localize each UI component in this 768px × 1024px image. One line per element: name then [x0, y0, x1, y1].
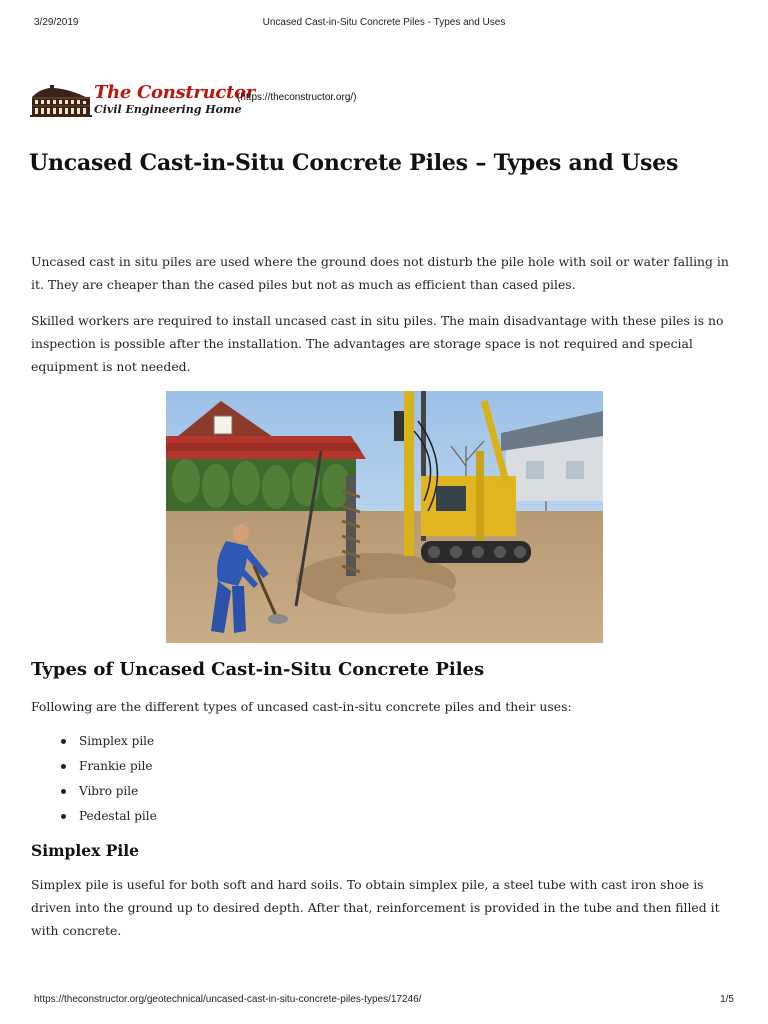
list-item-label: Simplex pile: [79, 734, 155, 748]
logo-tagline: Civil Engineering Home: [94, 103, 242, 116]
print-date: 3/29/2019: [34, 17, 79, 28]
bullet-icon: [61, 764, 66, 769]
site-url-link[interactable]: (https://theconstructor.org/): [237, 92, 357, 103]
list-item-label: Pedestal pile: [79, 809, 157, 823]
list-item-pedestal: [57, 805, 457, 830]
intro-paragraph: Uncased cast in situ piles are used where the ground does not disturb the pile hole with soil or water falling in it. They are cheaper than the cased piles but not as much as efficient than cased piles.: [31, 254, 729, 292]
page-number: 1/5: [720, 994, 734, 1005]
types-intro-paragraph: Following are the different types of uncased cast-in-situ concrete piles and their uses:: [31, 699, 572, 714]
simplex-pile-heading: Simplex Pile: [31, 841, 140, 860]
list-item-label: Vibro pile: [79, 784, 139, 798]
disadvantage-paragraph: Skilled workers are required to install uncased cast in situ piles. The main disadvantage with these piles is no inspection is possible after the installation. The advantages are storage space is not required and special equipment is not needed.: [31, 313, 724, 374]
print-document-title: Uncased Cast-in-Situ Concrete Piles - Types and Uses: [262, 17, 506, 28]
simplex-pile-paragraph: Simplex pile is useful for both soft and hard soils. To obtain simplex pile, a steel tube with cast iron shoe is driven into the ground up to desired depth. After that, reinforcement is provided in the tube and then filled it with concrete.: [31, 877, 720, 938]
types-section-title: Types of Uncased Cast-in-Situ Concrete Piles: [31, 659, 485, 680]
colosseum-logo-icon[interactable]: [30, 83, 92, 117]
bullet-icon: [61, 814, 66, 819]
list-item-label: Frankie pile: [79, 759, 153, 773]
bullet-icon: [61, 789, 66, 794]
worker-with-pile-drilling-rig-photo: [166, 391, 603, 643]
print-header: [0, 17, 768, 31]
print-footer-url[interactable]: https://theconstructor.org/geotechnical/uncased-cast-in-situ-concrete-piles-types/17246/: [34, 994, 422, 1005]
list-item-vibro: [57, 780, 457, 805]
pile-drilling-photo: [166, 391, 603, 643]
logo-wordmark[interactable]: [94, 84, 255, 116]
pile-types-list: [57, 730, 457, 830]
logo-name: The Constructor: [94, 82, 255, 103]
page-title: Uncased Cast-in-Situ Concrete Piles – Types and Uses: [29, 150, 679, 176]
bullet-icon: [61, 739, 66, 744]
list-item-simplex: [57, 730, 457, 755]
list-item-frankie: [57, 755, 457, 780]
site-logo-row: [30, 83, 430, 119]
print-footer: [0, 994, 768, 1008]
